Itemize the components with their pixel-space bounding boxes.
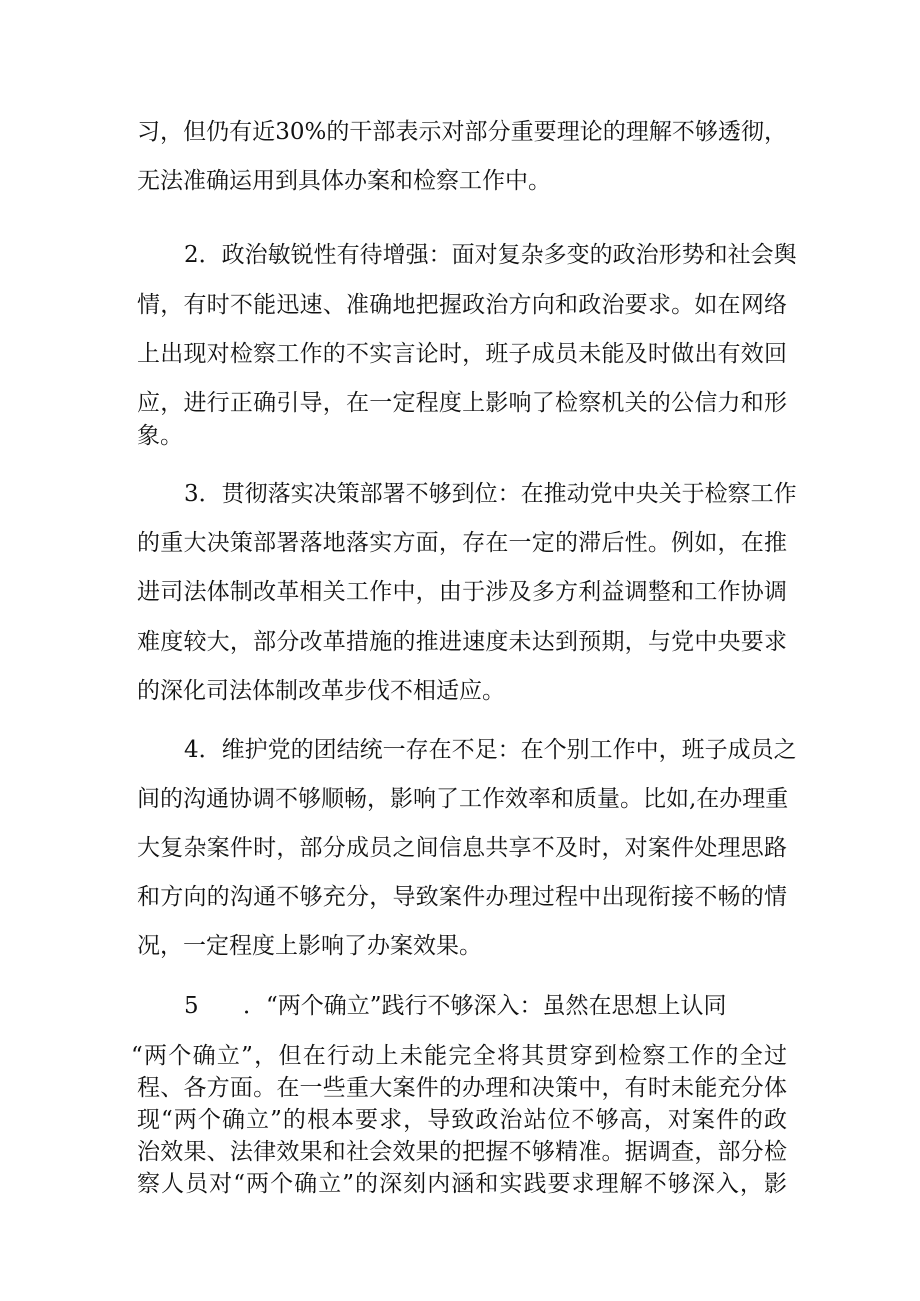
paragraph-1-line-1: 习，但仍有近30%的干部表示对部分重要理论的理解不够透彻， <box>137 119 787 145</box>
paragraph-5-line-1: “两个确立”，但在行动上未能完全将其贯穿到检察工作的全过 <box>131 1043 787 1069</box>
paragraph-2-line-5: 象。 <box>137 423 183 449</box>
paragraph-3-line-2: 的重大决策部署落地落实方面，存在一定的滞后性。例如，在推 <box>137 530 787 556</box>
paragraph-5-line-2: 程、各方面。在一些重大案件的办理和决策中，有时未能充分体 <box>137 1075 787 1101</box>
paragraph-5-line-3: 现“两个确立”的根本要求，导致政治站位不够高，对案件的政 <box>137 1107 787 1133</box>
paragraph-4-line-4: 和方向的沟通不够充分，导致案件办理过程中出现衔接不畅的情 <box>137 884 787 910</box>
paragraph-2-line-2: 情，有时不能迅速、准确地把握政治方向和政治要求。如在网络 <box>137 292 787 318</box>
paragraph-4-line-5: 况，一定程度上影响了办案效果。 <box>137 933 482 959</box>
paragraph-3-line-3: 进司法体制改革相关工作中，由于涉及多方利益调整和工作协调 <box>137 579 787 605</box>
paragraph-5-number: 5 <box>184 993 199 1019</box>
paragraph-5-line-4: 治效果、法律效果和社会效果的把握不够精准。据调查，部分检 <box>137 1139 787 1165</box>
paragraph-4-line-3: 大复杂案件时，部分成员之间信息共享不及时，对案件处理思路 <box>137 835 787 861</box>
paragraph-3-line-5: 的深化司法体制改革步伐不相适应。 <box>137 678 505 704</box>
paragraph-3-line-4: 难度较大，部分改革措施的推进速度未达到预期，与党中央要求 <box>137 629 787 655</box>
paragraph-2-line-3: 上出现对检察工作的不实言论时，班子成员未能及时做出有效回 <box>137 341 787 367</box>
paragraph-2-line-4: 应，进行正确引导，在一定程度上影响了检察机关的公信力和形 <box>137 390 787 416</box>
paragraph-1-line-2: 无法准确运用到具体办案和检察工作中。 <box>137 168 551 194</box>
paragraph-3-line-1: 3．贯彻落实决策部署不够到位：在推动党中央关于检察工作 <box>184 481 797 507</box>
paragraph-2-line-1: 2．政治敏锐性有待增强：面对复杂多变的政治形势和社会舆 <box>184 242 797 268</box>
paragraph-4-line-2: 间的沟通协调不够顺畅，影响了工作效率和质量。比如,在办理重 <box>137 786 789 812</box>
paragraph-5-line-5: 察人员对“两个确立”的深刻内涵和实践要求理解不够深入，影 <box>137 1171 787 1197</box>
paragraph-5-heading: ．“两个确立”践行不够深入：虽然在思想上认同 <box>243 993 727 1019</box>
paragraph-4-line-1: 4．维护党的团结统一存在不足：在个别工作中，班子成员之 <box>184 737 797 763</box>
